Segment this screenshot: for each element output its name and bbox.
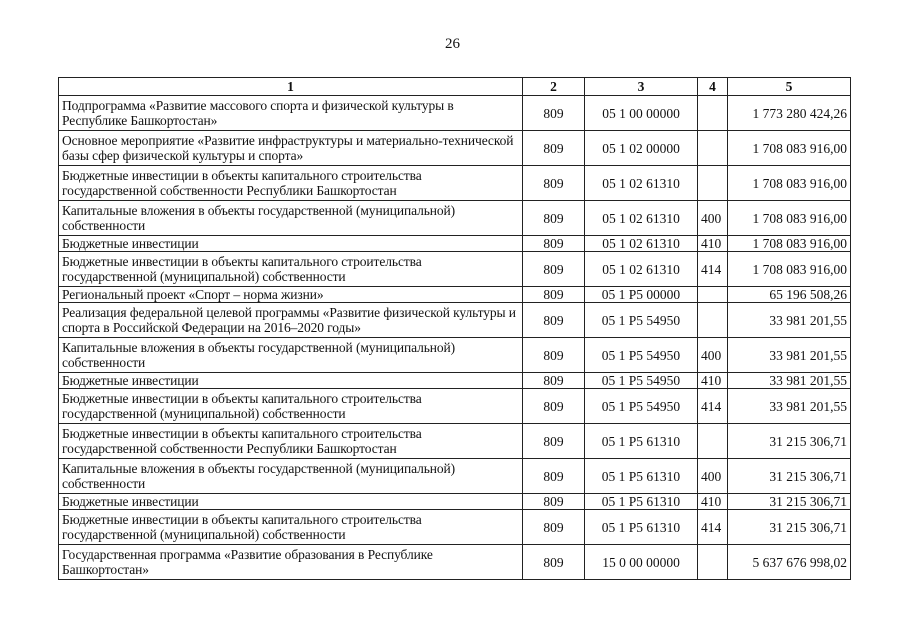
row-vr-cell: 400	[698, 459, 728, 494]
row-amount-cell: 1 708 083 916,00	[728, 252, 851, 287]
row-amount-cell: 33 981 201,55	[728, 373, 851, 389]
table-row	[59, 287, 851, 303]
row-csr-cell: 05 1 P5 54950	[585, 338, 698, 373]
row-code-cell: 809	[523, 545, 585, 580]
row-code-cell: 809	[523, 389, 585, 424]
row-name-cell: Бюджетные инвестиции в объекты капитального строительства государственной собственности Республики Башкортостан	[59, 424, 523, 459]
column-header: 2	[523, 78, 585, 96]
row-amount-cell: 33 981 201,55	[728, 389, 851, 424]
table-row	[59, 338, 851, 373]
row-amount-cell: 1 708 083 916,00	[728, 166, 851, 201]
row-csr-cell: 05 1 P5 00000	[585, 287, 698, 303]
budget-table	[58, 77, 851, 580]
row-csr-cell: 05 1 P5 54950	[585, 373, 698, 389]
row-amount-cell: 31 215 306,71	[728, 424, 851, 459]
row-csr-cell: 05 1 02 61310	[585, 201, 698, 236]
row-code-cell: 809	[523, 252, 585, 287]
row-code-cell: 809	[523, 494, 585, 510]
table-row	[59, 510, 851, 545]
table-row	[59, 545, 851, 580]
row-name-cell: Бюджетные инвестиции	[59, 494, 523, 510]
row-csr-cell: 15 0 00 00000	[585, 545, 698, 580]
table-row	[59, 424, 851, 459]
table-row	[59, 201, 851, 236]
table-row	[59, 252, 851, 287]
row-amount-cell: 31 215 306,71	[728, 510, 851, 545]
row-csr-cell: 05 1 P5 61310	[585, 459, 698, 494]
row-csr-cell: 05 1 00 00000	[585, 96, 698, 131]
row-csr-cell: 05 1 P5 61310	[585, 494, 698, 510]
row-vr-cell: 400	[698, 338, 728, 373]
row-name-cell: Бюджетные инвестиции	[59, 373, 523, 389]
row-vr-cell	[698, 131, 728, 166]
row-csr-cell: 05 1 P5 61310	[585, 510, 698, 545]
table-row	[59, 236, 851, 252]
row-code-cell: 809	[523, 459, 585, 494]
table-row	[59, 459, 851, 494]
table-row	[59, 494, 851, 510]
row-vr-cell: 414	[698, 252, 728, 287]
row-name-cell: Капитальные вложения в объекты государственной (муниципальной) собственности	[59, 201, 523, 236]
table-row	[59, 373, 851, 389]
row-vr-cell	[698, 166, 728, 201]
row-csr-cell: 05 1 02 61310	[585, 252, 698, 287]
row-name-cell: Капитальные вложения в объекты государственной (муниципальной) собственности	[59, 338, 523, 373]
table-row	[59, 96, 851, 131]
column-header: 4	[698, 78, 728, 96]
row-amount-cell: 33 981 201,55	[728, 303, 851, 338]
table-row	[59, 303, 851, 338]
column-header: 5	[728, 78, 851, 96]
row-code-cell: 809	[523, 424, 585, 459]
row-code-cell: 809	[523, 338, 585, 373]
table-row	[59, 166, 851, 201]
row-name-cell: Подпрограмма «Развитие массового спорта и физической культуры в Республике Башкортостан»	[59, 96, 523, 131]
row-vr-cell	[698, 287, 728, 303]
row-csr-cell: 05 1 02 00000	[585, 131, 698, 166]
row-amount-cell: 33 981 201,55	[728, 338, 851, 373]
row-vr-cell	[698, 424, 728, 459]
row-name-cell: Бюджетные инвестиции в объекты капитального строительства государственной (муниципальной) собственности	[59, 510, 523, 545]
row-name-cell: Бюджетные инвестиции в объекты капитального строительства государственной собственности Республики Башкортостан	[59, 166, 523, 201]
row-name-cell: Реализация федеральной целевой программы «Развитие физической культуры и спорта в Российской Федерации на 2016–2020 годы»	[59, 303, 523, 338]
row-name-cell: Бюджетные инвестиции в объекты капитального строительства государственной (муниципальной) собственности	[59, 252, 523, 287]
row-name-cell: Капитальные вложения в объекты государственной (муниципальной) собственности	[59, 459, 523, 494]
row-csr-cell: 05 1 P5 54950	[585, 389, 698, 424]
row-amount-cell: 1 708 083 916,00	[728, 201, 851, 236]
row-code-cell: 809	[523, 131, 585, 166]
row-code-cell: 809	[523, 236, 585, 252]
page-number: 26	[445, 36, 460, 52]
row-code-cell: 809	[523, 373, 585, 389]
row-code-cell: 809	[523, 303, 585, 338]
row-amount-cell: 1 708 083 916,00	[728, 236, 851, 252]
row-name-cell: Государственная программа «Развитие образования в Республике Башкортостан»	[59, 545, 523, 580]
row-name-cell: Бюджетные инвестиции	[59, 236, 523, 252]
row-code-cell: 809	[523, 201, 585, 236]
row-amount-cell: 31 215 306,71	[728, 459, 851, 494]
row-amount-cell: 1 773 280 424,26	[728, 96, 851, 131]
column-header: 3	[585, 78, 698, 96]
row-amount-cell: 5 637 676 998,02	[728, 545, 851, 580]
row-csr-cell: 05 1 02 61310	[585, 236, 698, 252]
row-name-cell: Основное мероприятие «Развитие инфраструктуры и материально-технической базы сфер физической культуры и спорта»	[59, 131, 523, 166]
row-vr-cell	[698, 545, 728, 580]
row-vr-cell: 410	[698, 236, 728, 252]
row-code-cell: 809	[523, 96, 585, 131]
row-name-cell: Бюджетные инвестиции в объекты капитального строительства государственной (муниципальной) собственности	[59, 389, 523, 424]
row-vr-cell: 414	[698, 510, 728, 545]
row-code-cell: 809	[523, 166, 585, 201]
row-amount-cell: 1 708 083 916,00	[728, 131, 851, 166]
table-header-row	[59, 78, 851, 96]
row-name-cell: Региональный проект «Спорт – норма жизни»	[59, 287, 523, 303]
row-csr-cell: 05 1 P5 54950	[585, 303, 698, 338]
row-vr-cell: 414	[698, 389, 728, 424]
row-code-cell: 809	[523, 510, 585, 545]
table-row	[59, 131, 851, 166]
table-row	[59, 389, 851, 424]
row-csr-cell: 05 1 P5 61310	[585, 424, 698, 459]
row-vr-cell: 400	[698, 201, 728, 236]
column-header: 1	[59, 78, 523, 96]
row-vr-cell	[698, 303, 728, 338]
row-amount-cell: 65 196 508,26	[728, 287, 851, 303]
row-amount-cell: 31 215 306,71	[728, 494, 851, 510]
row-vr-cell	[698, 96, 728, 131]
row-code-cell: 809	[523, 287, 585, 303]
row-csr-cell: 05 1 02 61310	[585, 166, 698, 201]
row-vr-cell: 410	[698, 373, 728, 389]
row-vr-cell: 410	[698, 494, 728, 510]
